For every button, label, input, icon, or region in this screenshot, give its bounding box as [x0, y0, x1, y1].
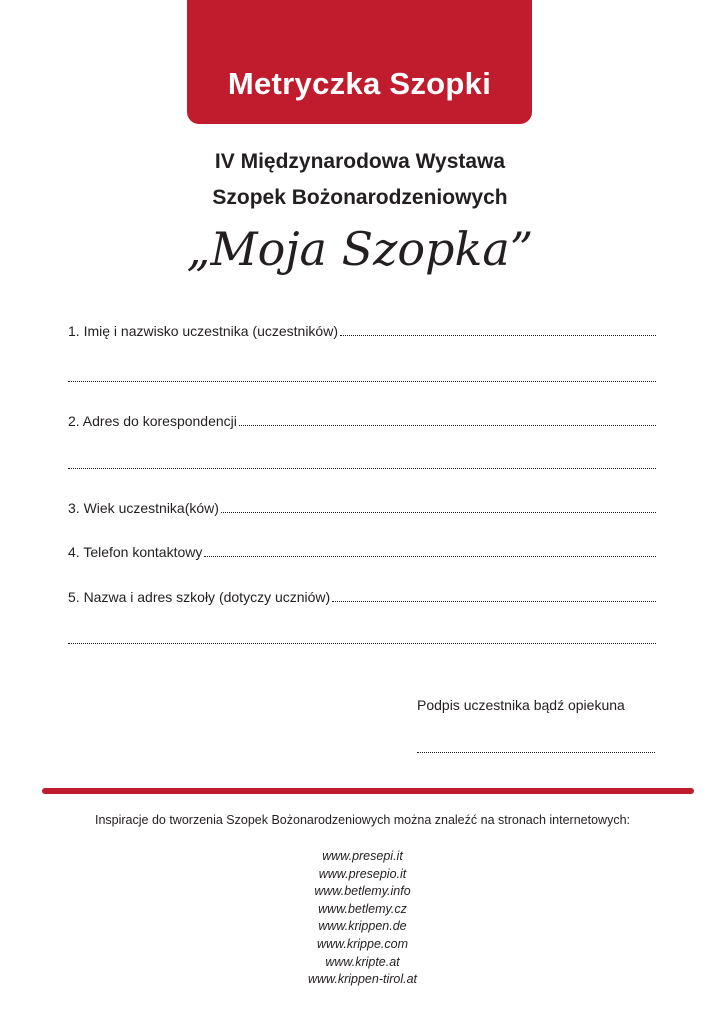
fill-line-continuation[interactable] [68, 381, 656, 382]
field-label: 1. Imię i nazwisko uczestnika (uczestników) [68, 323, 338, 339]
website-link[interactable]: www.krippen-tirol.at [307, 972, 418, 987]
website-link[interactable]: www.kripte.at [325, 954, 400, 969]
exhibition-name: „Moja Szopka” [186, 222, 534, 276]
exhibition-line-2: Szopek Bożonarodzeniowych [212, 186, 508, 209]
website-link[interactable]: www.presepio.it [318, 866, 407, 881]
signature-label: Podpis uczestnika bądź opiekuna [417, 697, 625, 713]
field-label: 2. Adres do korespondencji [68, 413, 237, 429]
website-link[interactable]: www.betlemy.cz [318, 901, 407, 916]
inspiration-text: Inspiracje do tworzenia Szopek Bożonarodzeniowych można znaleźć na stronach internetowych: [94, 813, 631, 827]
field-label: 5. Nazwa i adres szkoły (dotyczy uczniów) [68, 589, 331, 605]
website-link[interactable]: www.krippen.de [318, 919, 407, 934]
field-phone[interactable] [68, 544, 656, 560]
fill-line[interactable] [221, 501, 656, 513]
links-list [0, 848, 725, 989]
signature-line[interactable] [417, 752, 655, 753]
fill-line-continuation[interactable] [68, 468, 656, 469]
fill-line[interactable] [204, 545, 656, 557]
header-banner [187, 0, 532, 124]
fill-line-continuation[interactable] [68, 643, 656, 644]
website-link[interactable]: www.krippe.com [317, 936, 408, 951]
field-participant-name[interactable] [68, 323, 656, 339]
field-address[interactable] [68, 413, 656, 429]
website-link[interactable]: www.presepi.it [322, 849, 403, 863]
divider [42, 788, 694, 794]
fill-line[interactable] [332, 590, 656, 602]
field-school[interactable] [68, 589, 656, 605]
fill-line[interactable] [239, 414, 656, 426]
field-age[interactable] [68, 500, 656, 516]
document-title: Metryczka Szopki [227, 66, 492, 101]
exhibition-line-1: IV Międzynarodowa Wystawa [214, 150, 506, 173]
website-link[interactable]: www.betlemy.info [314, 884, 411, 899]
fill-line[interactable] [340, 324, 656, 336]
field-label: 3. Wiek uczestnika(ków) [68, 500, 219, 516]
field-label: 4. Telefon kontaktowy [68, 544, 203, 560]
